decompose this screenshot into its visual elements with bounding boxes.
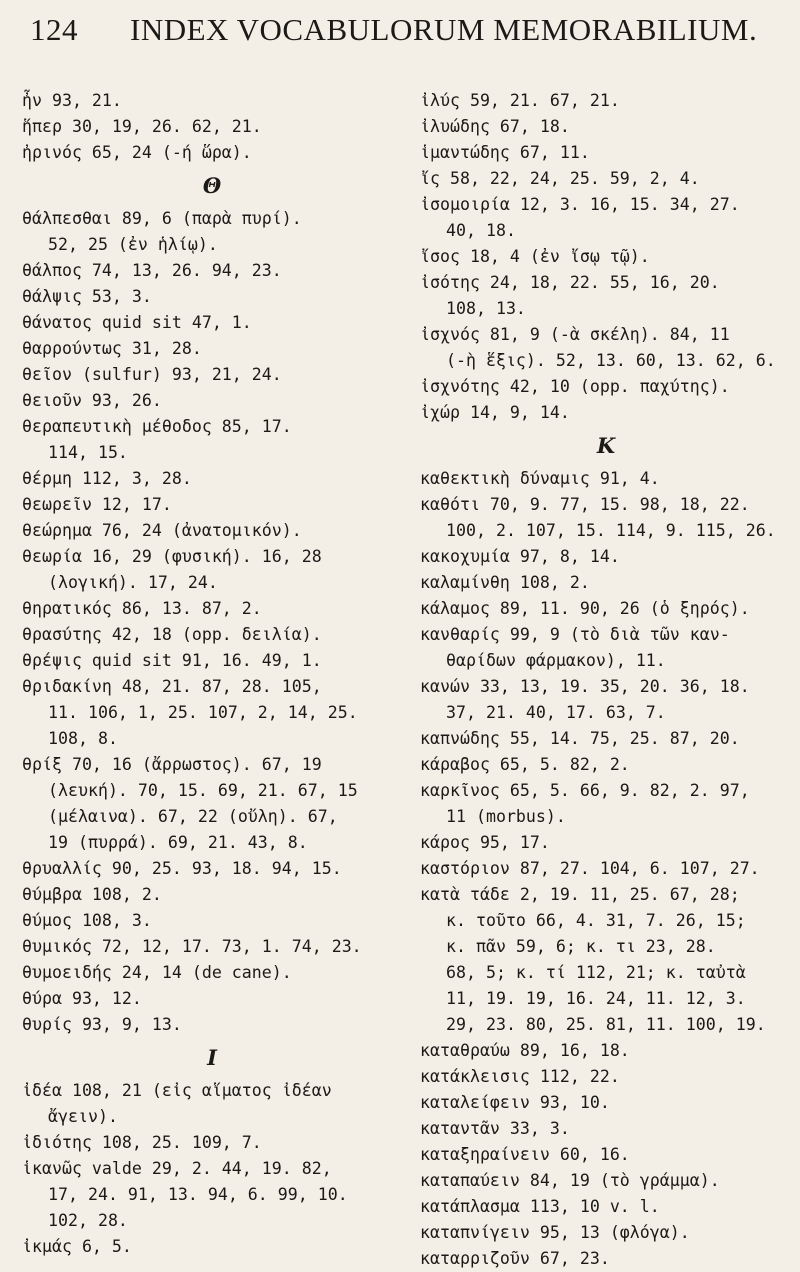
index-entry: καθεκτικὴ δύναμις 91, 4.: [420, 469, 660, 488]
index-entry: ἴς 58, 22, 24, 25. 59, 2, 4.: [420, 169, 700, 188]
index-entry-continuation: ἄγειν).: [48, 1107, 118, 1126]
index-column-right: [420, 88, 792, 1272]
index-entry: καρκῖνος 65, 5. 66, 9. 82, 2. 97,: [420, 781, 750, 800]
index-entry-continuation: 40, 18.: [446, 221, 516, 240]
index-entry: θύμβρα 108, 2.: [22, 885, 162, 904]
index-entry: θεώρημα 76, 24 (ἀνατομικόν).: [22, 521, 302, 540]
index-entry-continuation: 11, 19. 19, 16. 24, 11. 12, 3.: [446, 989, 746, 1008]
index-entry: ἰσχνός 81, 9 (-ὰ σκέλη). 84, 11: [420, 325, 730, 344]
index-entry: θηρατικός 86, 13. 87, 2.: [22, 599, 262, 618]
index-entry: καταπαύειν 84, 19 (τὸ γράμμα).: [420, 1171, 720, 1190]
index-entry: καταρριζοῦν 67, 23.: [420, 1249, 610, 1268]
index-entry: θάλψις 53, 3.: [22, 287, 152, 306]
index-entry: θρασύτης 42, 18 (opp. δειλία).: [22, 625, 322, 644]
index-entry-continuation: 17, 24. 91, 13. 94, 6. 99, 10.: [48, 1185, 348, 1204]
index-entry: θεωρία 16, 29 (φυσική). 16, 28: [22, 547, 322, 566]
index-entry: ἰλύς 59, 21. 67, 21.: [420, 91, 620, 110]
index-entry: θυμικός 72, 12, 17. 73, 1. 74, 23.: [22, 937, 362, 956]
index-entry: καταθραύω 89, 16, 18.: [420, 1041, 630, 1060]
index-entry-continuation: 19 (πυρρά). 69, 21. 43, 8.: [48, 833, 308, 852]
page-number: 124: [30, 12, 78, 47]
index-entry: θάνατος quid sit 47, 1.: [22, 313, 252, 332]
index-entry: ἱμαντώδης 67, 11.: [420, 143, 590, 162]
index-entry: καθότι 70, 9. 77, 15. 98, 18, 22.: [420, 495, 750, 514]
index-entry: θριδακίνη 48, 21. 87, 28. 105,: [22, 677, 322, 696]
page-header: [30, 12, 770, 56]
index-entry: κατάπλασμα 113, 10 v. l.: [420, 1197, 660, 1216]
index-entry: θεῖον (sulfur) 93, 21, 24.: [22, 365, 282, 384]
index-entry-continuation: (λογική). 17, 24.: [48, 573, 218, 592]
index-entry: θεραπευτικὴ μέθοδος 85, 17.: [22, 417, 292, 436]
index-entry: θειοῦν 93, 26.: [22, 391, 162, 410]
index-column-left: [22, 88, 402, 1260]
index-entry: ἦν 93, 21.: [22, 91, 122, 110]
index-entry: θάλπεσθαι 89, 6 (παρὰ πυρί).: [22, 209, 302, 228]
index-entry: θρίξ 70, 16 (ἄρρωστος). 67, 19: [22, 755, 322, 774]
index-entry: θυρίς 93, 9, 13.: [22, 1015, 182, 1034]
section-letter-heading: Θ: [202, 173, 222, 198]
index-entry: καστόριον 87, 27. 104, 6. 107, 27.: [420, 859, 760, 878]
index-entry: θρέψις quid sit 91, 16. 49, 1.: [22, 651, 322, 670]
index-entry: ἱκανῶς valde 29, 2. 44, 19. 82,: [22, 1159, 332, 1178]
index-entry-continuation: 29, 23. 80, 25. 81, 11. 100, 19.: [446, 1015, 766, 1034]
index-entry: θεωρεῖν 12, 17.: [22, 495, 172, 514]
index-entry: κανθαρίς 99, 9 (τὸ διὰ τῶν καν-: [420, 625, 730, 644]
index-entry-continuation: θαρίδων φάρμακον), 11.: [446, 651, 666, 670]
index-entry: ἰσχνότης 42, 10 (opp. παχύτης).: [420, 377, 730, 396]
index-entry-continuation: κ. πᾶν 59, 6; κ. τι 23, 28.: [446, 937, 716, 956]
index-entry: ἰσότης 24, 18, 22. 55, 16, 20.: [420, 273, 720, 292]
index-entry: καταλείφειν 93, 10.: [420, 1093, 610, 1112]
index-entry: ἰδέα 108, 21 (εἰς αἵματος ἰδέαν: [22, 1081, 332, 1100]
index-entry: καταντᾶν 33, 3.: [420, 1119, 570, 1138]
index-entry: καταπνίγειν 95, 13 (φλόγα).: [420, 1223, 690, 1242]
index-entry-continuation: 102, 28.: [48, 1211, 128, 1230]
index-entry: θύμος 108, 3.: [22, 911, 152, 930]
index-entry: θυμοειδής 24, 14 (de cane).: [22, 963, 292, 982]
index-entry-continuation: (-ὴ ἕξις). 52, 13. 60, 13. 62, 6.: [446, 351, 776, 370]
index-entry: καπνώδης 55, 14. 75, 25. 87, 20.: [420, 729, 740, 748]
index-entry: ἰλυώδης 67, 18.: [420, 117, 570, 136]
index-entry: θαρρούντως 31, 28.: [22, 339, 202, 358]
index-entry-continuation: (μέλαινα). 67, 22 (οὔλη). 67,: [48, 807, 338, 826]
index-entry-continuation: 52, 25 (ἐν ἡλίῳ).: [48, 235, 218, 254]
index-entry: κανών 33, 13, 19. 35, 20. 36, 18.: [420, 677, 750, 696]
index-entry-continuation: 11 (morbus).: [446, 807, 566, 826]
index-entry: κατάκλεισις 112, 22.: [420, 1067, 620, 1086]
section-letter-heading: I: [207, 1045, 217, 1070]
index-entry: κακοχυμία 97, 8, 14.: [420, 547, 620, 566]
index-entry: καλαμίνθη 108, 2.: [420, 573, 590, 592]
index-entry: θέρμη 112, 3, 28.: [22, 469, 192, 488]
index-entry-continuation: 108, 8.: [48, 729, 118, 748]
index-entry: ἰσομοιρία 12, 3. 16, 15. 34, 27.: [420, 195, 740, 214]
index-entry-continuation: 68, 5; κ. τί 112, 21; κ. ταὐτὰ: [446, 963, 746, 982]
running-title: INDEX VOCABULORUM MEMORABILIUM.: [130, 12, 758, 47]
index-entry-continuation: κ. τοῦτο 66, 4. 31, 7. 26, 15;: [446, 911, 746, 930]
index-entry-continuation: 114, 15.: [48, 443, 128, 462]
index-entry: ἰχώρ 14, 9, 14.: [420, 403, 570, 422]
index-entry-continuation: 11. 106, 1, 25. 107, 2, 14, 25.: [48, 703, 358, 722]
index-entry-continuation: 100, 2. 107, 15. 114, 9. 115, 26.: [446, 521, 776, 540]
section-letter-heading: K: [596, 433, 616, 458]
index-entry-continuation: 108, 13.: [446, 299, 526, 318]
index-entry: καταξηραίνειν 60, 16.: [420, 1145, 630, 1164]
index-entry: ἴσος 18, 4 (ἐν ἴσῳ τῷ).: [420, 247, 650, 266]
index-entry-continuation: (λευκή). 70, 15. 69, 21. 67, 15: [48, 781, 358, 800]
index-entry: θάλπος 74, 13, 26. 94, 23.: [22, 261, 282, 280]
index-entry: κάραβος 65, 5. 82, 2.: [420, 755, 630, 774]
index-entry: κάρος 95, 17.: [420, 833, 550, 852]
index-entry: ἰκμάς 6, 5.: [22, 1237, 132, 1256]
index-entry: θύρα 93, 12.: [22, 989, 142, 1008]
index-entry: κατὰ τάδε 2, 19. 11, 25. 67, 28;: [420, 885, 740, 904]
index-entry-continuation: 37, 21. 40, 17. 63, 7.: [446, 703, 666, 722]
index-entry: κάλαμος 89, 11. 90, 26 (ὁ ξηρός).: [420, 599, 750, 618]
index-entry: ἰδιότης 108, 25. 109, 7.: [22, 1133, 262, 1152]
index-entry: ἥπερ 30, 19, 26. 62, 21.: [22, 117, 262, 136]
index-entry: ἠρινός 65, 24 (-ή ὥρα).: [22, 143, 252, 162]
index-entry: θρυαλλίς 90, 25. 93, 18. 94, 15.: [22, 859, 342, 878]
